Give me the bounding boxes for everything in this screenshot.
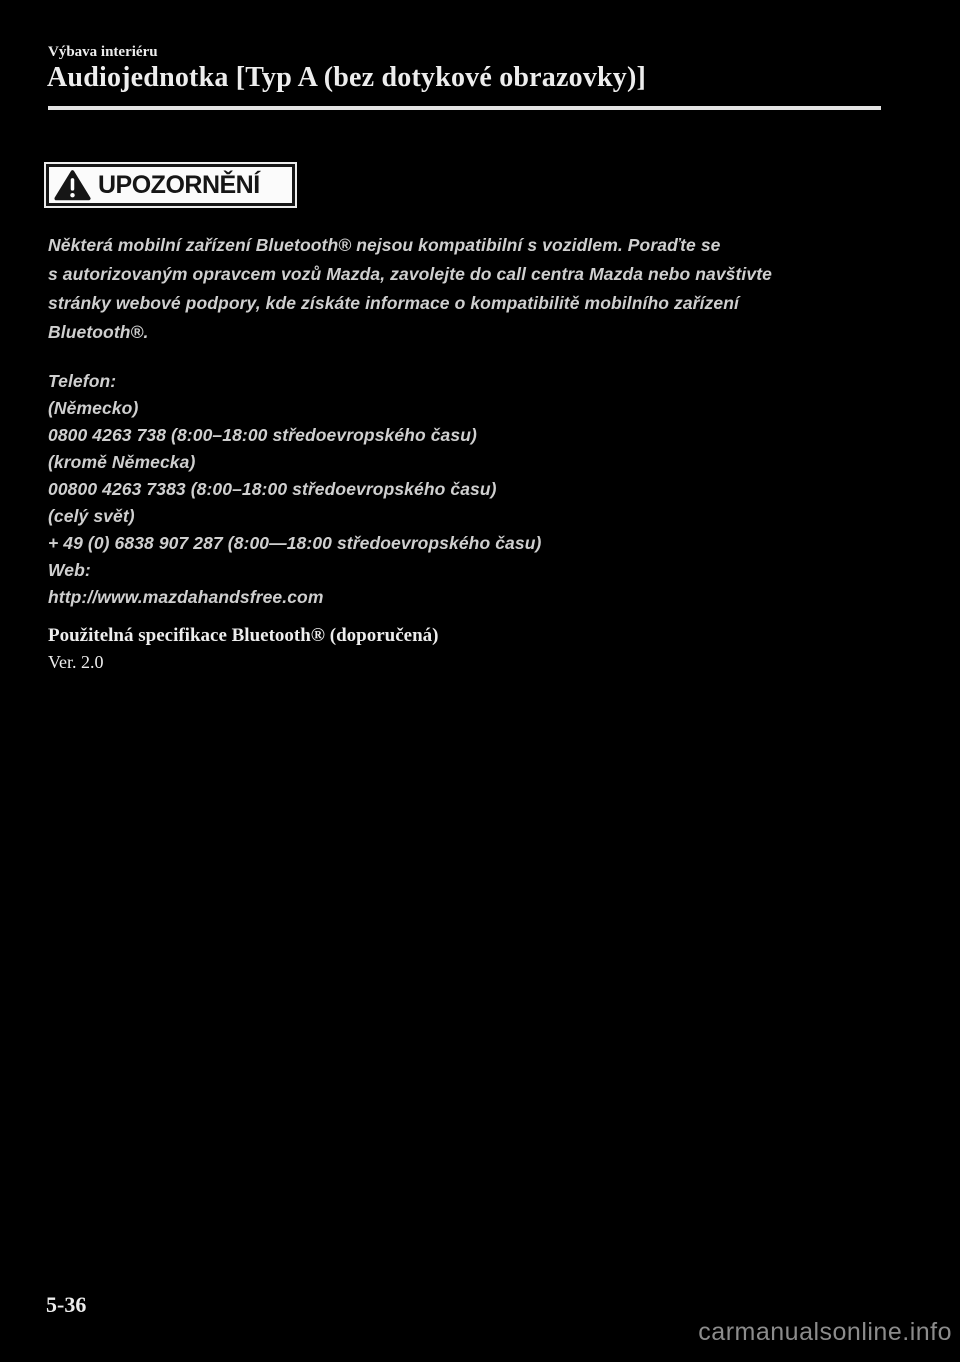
contact-line-worldwide-label: (celý svět) (48, 506, 135, 526)
warning-banner (46, 164, 295, 206)
warning-triangle-icon (54, 169, 91, 202)
contact-line-worldwide-number: + 49 (0) 6838 907 287 (8:00—18:00 středoevropského času) (48, 533, 542, 553)
contact-line-germany-label: (Německo) (48, 398, 139, 418)
warning-label: UPOZORNĚNÍ (98, 170, 260, 199)
warning-body (48, 231, 908, 347)
page-title: Audiojednotka [Typ A (bez dotykové obrazovky)] (47, 62, 647, 93)
warning-body-line: Některá mobilní zařízení Bluetooth® nejsou kompatibilní s vozidlem. Poraďte se (48, 235, 721, 255)
contact-line-web-label: Web: (48, 560, 91, 580)
contact-line-germany-number: 0800 4263 738 (8:00–18:00 středoevropského času) (48, 425, 477, 445)
section-kicker: Výbava interiéru (48, 44, 158, 60)
contact-line-telefon-label: Telefon: (48, 371, 117, 391)
bluetooth-spec-version: Ver. 2.0 (48, 652, 104, 672)
title-rule (48, 106, 881, 110)
warning-body-line: stránky webové podpory, kde získáte informace o kompatibilitě mobilního zařízení (48, 293, 739, 313)
bluetooth-spec-heading: Použitelná specifikace Bluetooth® (doporučená) (48, 625, 439, 646)
warning-body-line: Bluetooth®. (48, 322, 149, 342)
contact-line-web-url: http://www.mazdahandsfree.com (48, 587, 324, 607)
contact-line-except-germany-number: 00800 4263 7383 (8:00–18:00 středoevropského času) (48, 479, 497, 499)
contact-info (48, 368, 908, 611)
contact-line-except-germany-label: (kromě Německa) (48, 452, 196, 472)
page-number: 5-36 (46, 1292, 87, 1317)
watermark: carmanualsonline.info (698, 1318, 952, 1346)
warning-body-line: s autorizovaným opravcem vozů Mazda, zavolejte do call centra Mazda nebo navštivte (48, 264, 772, 284)
